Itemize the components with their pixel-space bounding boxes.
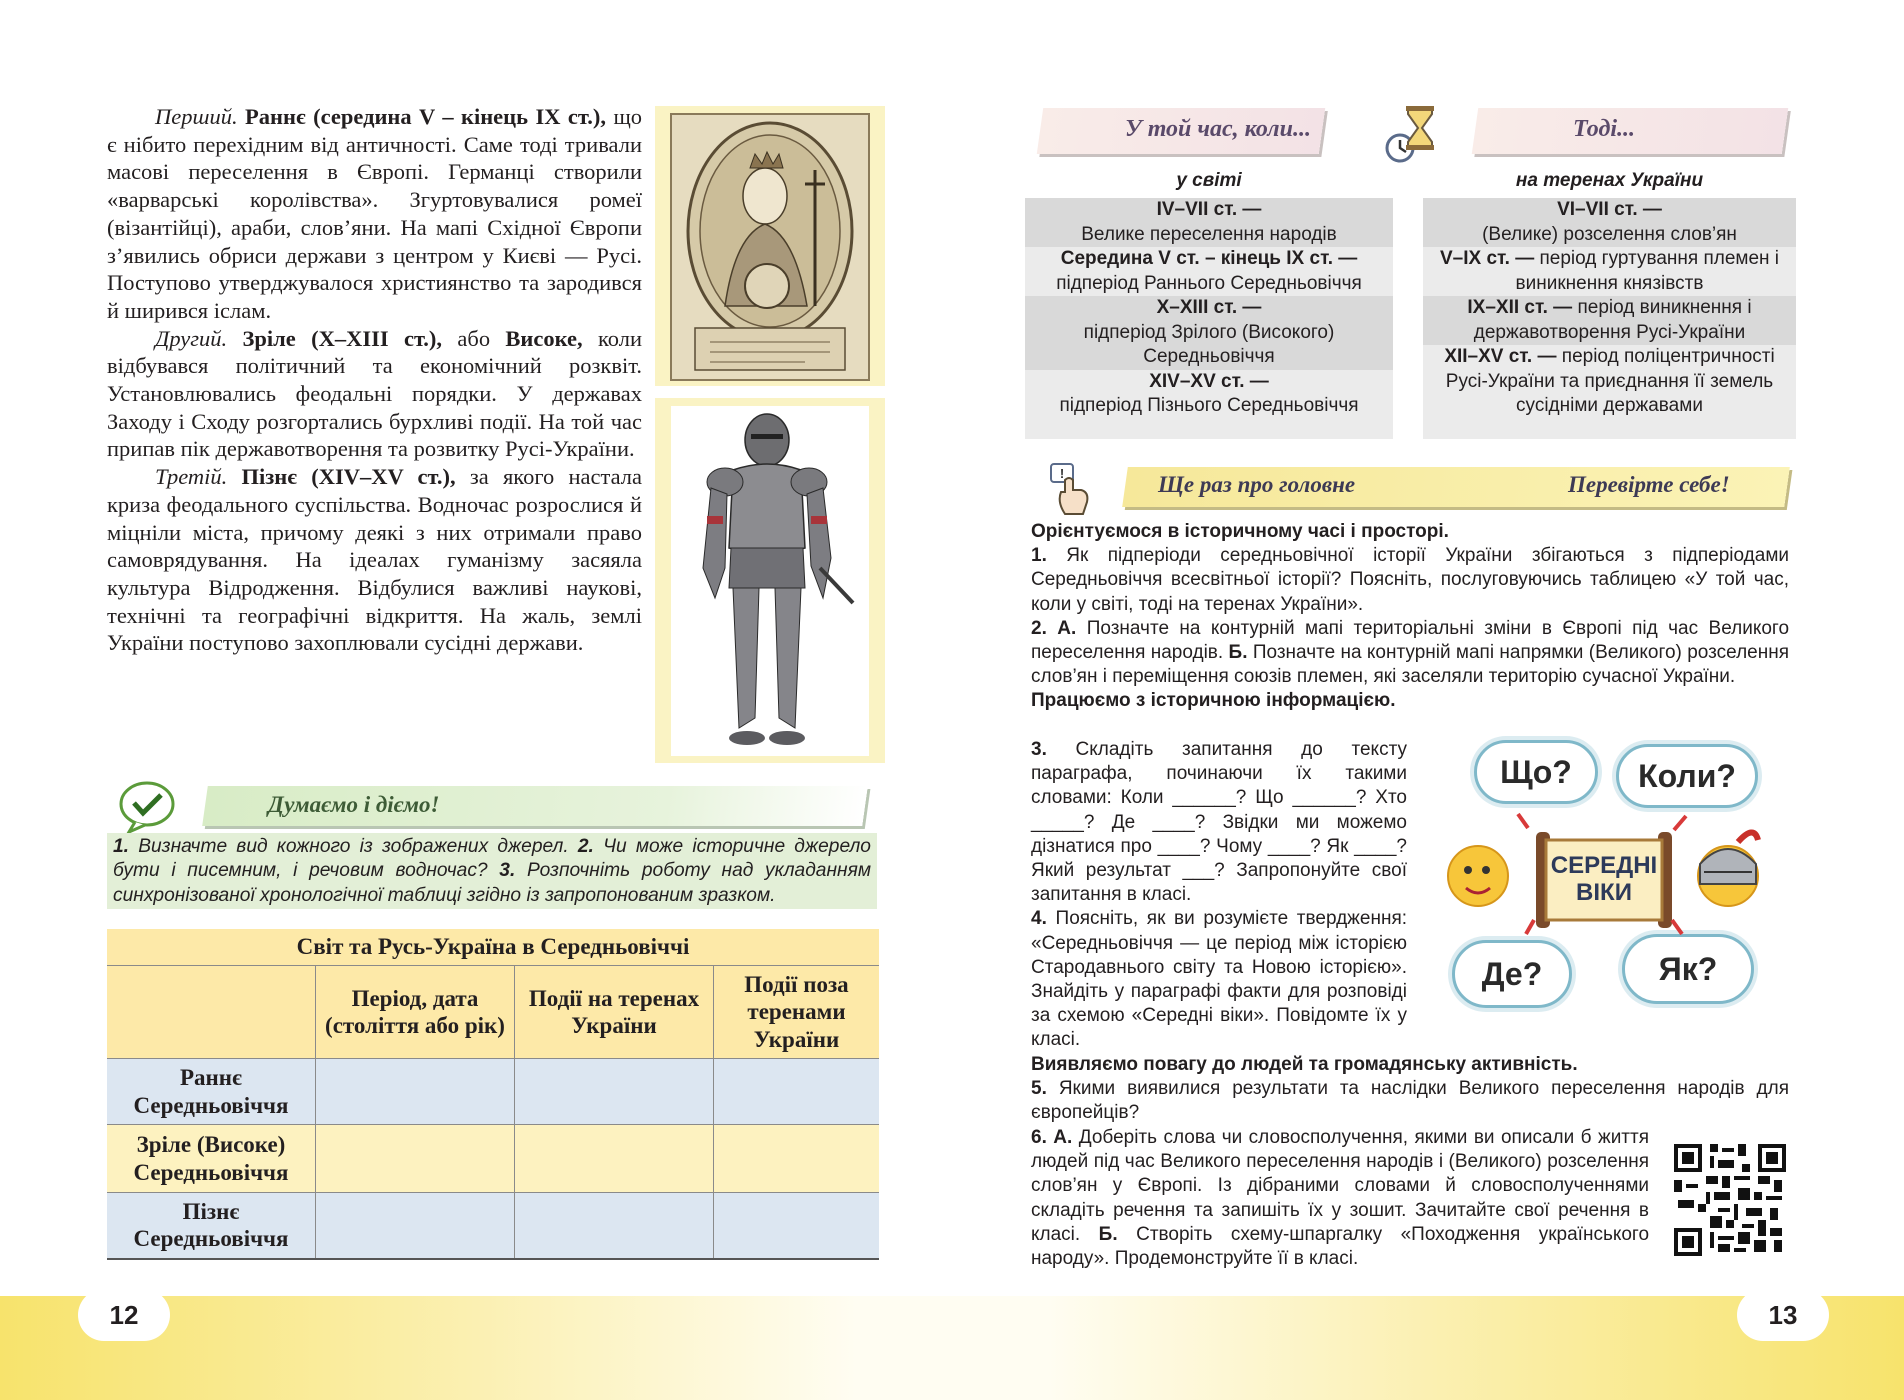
sync-table-header: Події поза теренами України (714, 966, 880, 1059)
task-6-text: 6. А. Доберіть слова чи словосполучення, якими ви описали б життя людей під час Великого переселення народів і (Великого) розселення слов’ян у Європі. Із дібраними словами й словосполученнями складіть речення та запишіть їх у зошит. Зачитайте свої речення в класі. Б. Створіть схему-шпаргалку «Походження українського народу». Продемонструйте її в класі. (1031, 1127, 1650, 1270)
table-cell[interactable] (714, 1193, 880, 1259)
section-heading: Виявляємо повагу до людей та громадянську активність. (1031, 1054, 1578, 1075)
sync-table (107, 929, 879, 1260)
table-cell[interactable] (515, 1059, 714, 1125)
page-number-left: 12 (78, 1289, 170, 1341)
ukraine-timeline (1423, 198, 1796, 439)
world-row: X–XIII ст. — підперіод Зрілого (Високого) Середньовіччя (1025, 296, 1393, 370)
review-tasks-top (1031, 520, 1789, 714)
paragraph-high: Другий. Зріле (Х–ХІІІ ст.), або Високе, коли відбувався політичний та економічний розквіт. Установлювались феодальні порядки. У державах Заходу і Сходу розгортались бурхливі події. На той час припав пік державотворення та розвитку Русі-України. (107, 325, 643, 462)
cloud-what: Що? (1474, 740, 1598, 804)
sync-table-title: Світ та Русь-Україна в Середньовіччі (107, 929, 879, 966)
left-body-text (107, 103, 642, 657)
cloud-when: Коли? (1616, 744, 1758, 808)
task-5: 5. Якими виявилися результати та наслідки Великого переселення народів для європейців? (1031, 1078, 1790, 1124)
think-act-title: Думаємо і діємо! (268, 792, 440, 817)
col-world-header: у світі (1176, 170, 1242, 191)
table-cell[interactable] (515, 1193, 714, 1259)
svg-text:!: ! (1059, 466, 1065, 481)
table-cell[interactable] (714, 1059, 880, 1125)
col-ukraine-header: на теренах України (1515, 170, 1704, 191)
table-cell[interactable] (515, 1125, 714, 1193)
table-cell[interactable] (316, 1059, 515, 1125)
world-row: Середина V ст. – кінець IX ст. — підперіод Раннього Середньовіччя (1025, 247, 1393, 296)
think-act-tasks: 1. Визначте вид кожного із зображених джерел. 2. Чи може історичне джерело бути і писемним, і речовим водночас? 3. Розпочніть роботу над укладанням синхронізованої хронологічної таблиці згідно із запропонованим зразком. (107, 833, 877, 909)
review-tasks-bottom (1031, 1053, 1789, 1126)
table-row (107, 1125, 879, 1193)
scroll-label: СЕРЕДНІ ВІКИ (1550, 852, 1658, 906)
review-tasks-middle (1031, 738, 1407, 1053)
cloud-how: Як? (1622, 934, 1754, 1004)
table-cell[interactable] (316, 1125, 515, 1193)
world-row: XIV–XV ст. — підперіод Пізнього Середньовіччя (1025, 370, 1393, 419)
qr-code[interactable] (1670, 1140, 1786, 1256)
engraving-image (655, 106, 885, 386)
pointing-hand-icon (1045, 462, 1097, 518)
world-timeline (1025, 198, 1393, 439)
page-number-right: 13 (1737, 1289, 1829, 1341)
armor-image (655, 398, 885, 763)
world-row: IV–VII ст. — Велике переселення народів (1025, 198, 1393, 247)
middle-ages-illustration (1438, 728, 1766, 1016)
think-act-icon (117, 778, 179, 834)
sync-table-header: Період, дата (століття або рік) (316, 966, 515, 1059)
row-label: Пізнє Середньовіччя (107, 1193, 316, 1259)
check-yourself-title: Перевірте себе! (1568, 472, 1730, 497)
ukraine-row: VI–VII ст. — (Велике) розселення слов’ян (1423, 198, 1796, 247)
table-cell[interactable] (714, 1125, 880, 1193)
then-title: Тоді... (1573, 116, 1636, 142)
task-2: 2. А. Позначте на контурній мапі територіальні зміни в Європі під час Великого переселення народів. Б. Позначте на контурній мапі напрямки (Великого) розселення слов’ян і переміщення союзів племен, які заселяли територію сучасної України. (1031, 617, 1790, 688)
task-1: 1. Як підперіоди середньовічної історії України збігаються з підперіодами Середньовіччя всесвітньої історії? Поясніть, послуговуючись таблицею «У той час, коли у світі, тоді на теренах України». (1031, 545, 1790, 615)
ukraine-row: XII–XV ст. — період поліцентричності Русі-України та приєднання її земель сусідніми державами (1423, 345, 1796, 419)
paragraph-late: Третій. Пізнє (XIV–XV ст.), за якого настала криза феодального суспільства. Водночас розрослися й міцніли міста, причому деякі з них отримали право самоврядування. На ідеалах гуманізму засяяла культура Відродження. Відбулися важливі наукові, технічні та географічні відкриття. На жаль, землі України поступово захоплювали сусідні держави. (107, 464, 643, 656)
section-heading: Орієнтуємося в історичному часі і просторі. (1031, 521, 1449, 542)
table-row (107, 1193, 879, 1259)
table-row (107, 1059, 879, 1125)
hourglass-clock-icon (1378, 104, 1442, 164)
paragraph-early: Перший. Раннє (середина V – кінець IX ст.), що є нібито перехідним від античності. Саме тоді тривали масові переселення в Європі. Германці створили «варварські королівства». Згуртовувалися ромеї (візантійці), араби, слов’яни. На мапі Східної Європи з’явились обриси держави з центром у Києві — Русі. Поступово утверджувалося християнство та зародився й ширився іслам. (107, 104, 643, 323)
row-label: Зріле (Високе) Середньовіччя (107, 1125, 316, 1193)
task-3: 3. Складіть запитання до тексту параграфа, починаючи їх такими словами: Коли ______? Що ______? Хто _____? Де ____? Звідки ми можемо дізнатися про ____? Чому ____? Як ____? Який результат ___? Запропонуйте свої запитання в класі. (1031, 739, 1407, 906)
section-heading: Працюємо з історичною інформацією. (1031, 690, 1396, 712)
table-cell[interactable] (316, 1193, 515, 1259)
sync-table-corner (107, 966, 316, 1059)
ukraine-row: IX–XII ст. — період виникнення і державотворення Русі-України (1423, 296, 1796, 345)
review-title: Ще раз про головне (1158, 472, 1356, 497)
footer-band (0, 1296, 1904, 1400)
task-6 (1031, 1126, 1649, 1271)
task-4: 4. Поясніть, як ви розумієте твердження: «Середньовіччя — це період між історією Стародавнього світу та Новою історією». Знайдіть у параграфі факти для розповіді за схемою «Середні віки». Повідомте їх у класі. (1031, 908, 1408, 1051)
ukraine-row: V–IX ст. — період гуртування племен і виникнення князівств (1423, 247, 1796, 296)
cloud-where: Де? (1452, 940, 1572, 1008)
sync-table-header: Події на теренах України (515, 966, 714, 1059)
row-label: Раннє Середньовіччя (107, 1059, 316, 1125)
then-when-title: У той час, коли... (1125, 116, 1311, 142)
